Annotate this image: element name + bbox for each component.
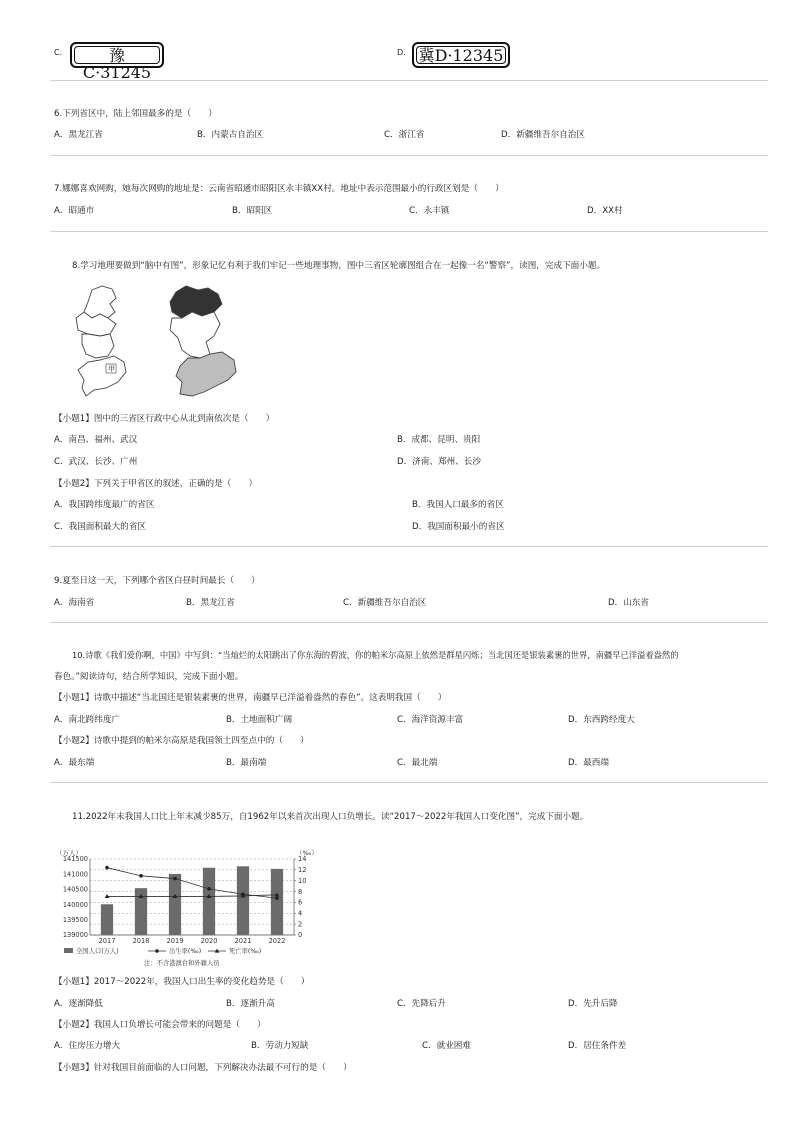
legend-birth-rate: 出生率(‰)	[169, 948, 202, 955]
legend-marker-birth	[155, 949, 158, 952]
right-tick-label: 6	[298, 898, 303, 907]
q11-sub2-stem: 【小题2】我国人口负增长可能会带来的问题是（ ）	[54, 1020, 266, 1030]
birth-rate-point	[275, 896, 279, 900]
population-bar	[169, 874, 181, 935]
q10-sub1-option-a: A．南北跨纬度广	[54, 715, 121, 725]
outline-map-left	[76, 286, 126, 396]
right-tick-label: 4	[298, 909, 303, 918]
legend-swatch-population	[64, 948, 73, 953]
q10-sub2-stem: 【小题2】诗歌中提到的帕米尔高原是我国领土四至点中的（ ）	[54, 736, 309, 746]
chart-legend	[64, 946, 261, 955]
q10-sub2-option-d: D．最西端	[568, 758, 609, 768]
legend-death-rate: 死亡率(‰)	[229, 948, 262, 955]
birth-rate-line	[107, 868, 277, 898]
birth-rate-point	[207, 887, 211, 891]
license-plate-c	[70, 42, 164, 82]
q11-sub1-option-a: A．逐渐降低	[54, 999, 103, 1009]
license-plate-d-text: 冀D·12345	[416, 46, 506, 64]
divider	[50, 546, 768, 547]
q11-sub2-option-d: D．居住条件差	[568, 1041, 627, 1051]
province-outline-map	[70, 284, 246, 404]
divider	[50, 231, 768, 232]
q10-sub2-option-b: B．最南端	[226, 758, 267, 768]
q8-sub2-option-d: D．我国面积最小的省区	[412, 522, 505, 532]
left-axis-unit: （万人）	[56, 849, 82, 857]
q8-sub2-option-c: C．我国面积最大的省区	[54, 522, 146, 532]
map-label-jia: 甲	[108, 365, 115, 373]
population-chart	[52, 843, 338, 971]
q11-sub3-stem: 【小题3】针对我国目前面临的人口问题，下列解决办法最不可行的是（ ）	[54, 1063, 352, 1073]
q9-option-c: C．新疆维吾尔自治区	[343, 598, 427, 608]
right-axis-unit: （‰）	[296, 849, 318, 857]
q11-sub2-option-a: A．住房压力增大	[54, 1041, 121, 1051]
right-tick-label: 14	[298, 855, 307, 864]
right-tick-label: 12	[298, 866, 307, 875]
q8-sub1-option-b: B．成都、昆明、贵阳	[397, 435, 481, 445]
x-tick-label: 2017	[98, 937, 116, 945]
q9-option-a: A．海南省	[54, 598, 95, 608]
q10-sub1-option-b: B．土地面积广阔	[226, 715, 293, 725]
option-d-label: D.	[397, 48, 406, 57]
q6-option-a: A．黑龙江省	[54, 130, 103, 140]
white-province-shape	[170, 312, 220, 358]
q6-stem: 6.下列省区中，陆上邻国最多的是（ ）	[54, 109, 217, 119]
chart-gridlines	[90, 859, 294, 935]
birth-rate-point	[139, 874, 143, 878]
q7-option-a: A．昭通市	[54, 206, 95, 216]
x-tick-label: 2022	[268, 937, 286, 945]
right-tick-label: 10	[298, 876, 307, 885]
q11-sub1-option-c: C．先降后升	[397, 999, 446, 1009]
q8-sub1-option-d: D．济南、郑州、长沙	[397, 457, 481, 467]
divider	[50, 80, 768, 81]
q8-sub1-option-a: A．南昌、福州、武汉	[54, 435, 138, 445]
x-tick-label: 2019	[166, 937, 184, 945]
left-tick-label: 139500	[62, 916, 88, 924]
q6-option-c: C．浙江省	[384, 130, 425, 140]
q8-sub1-stem: 【小题1】图中的三省区行政中心从北到南依次是（ ）	[54, 414, 275, 424]
q7-option-c: C．永丰镇	[409, 206, 450, 216]
q11-sub1-option-b: B．逐渐升高	[226, 999, 275, 1009]
q10-stem-line1: 10.诗歌《我们爱你啊，中国》中写到：“当灿烂的太阳跳出了你东海的碧波，你的帕米尔高原上依然是群星闪烁；当北国还是银装素裹的世界，南疆早已洋溢着盎然的	[72, 650, 679, 660]
q11-stem: 11.2022年末我国人口比上年末减少85万，自1962年以来首次出现人口负增长。读“2017～2022年我国人口变化图”，完成下面小题。	[72, 812, 589, 822]
q7-stem: 7.娜娜喜欢网购，她每次网购的地址是：云南省昭通市昭阳区永丰镇XX村。地址中表示范围最小的行政区划是（ ）	[54, 184, 504, 194]
q10-sub1-option-c: C．海洋资源丰富	[397, 715, 464, 725]
left-tick-label: 140500	[62, 885, 88, 894]
chart-bars	[101, 866, 283, 935]
left-tick-label: 140000	[62, 900, 88, 909]
left-tick-label: 141500	[62, 855, 88, 864]
q8-sub2-stem: 【小题2】下列关于甲省区的叙述，正确的是（ ）	[54, 479, 258, 489]
right-tick-label: 2	[298, 920, 303, 929]
chart-note: 注：不含港澳台和外籍人员	[144, 960, 220, 967]
q10-sub1-stem: 【小题1】诗歌中描述“当北国还是银装素裹的世界，南疆早已洋溢着盎然的春色”。这表明我国（ ）	[54, 693, 447, 703]
divider	[50, 155, 768, 156]
right-tick-labels	[294, 855, 306, 939]
q10-sub2-option-c: C．最北端	[397, 758, 438, 768]
right-tick-label: 8	[298, 887, 303, 896]
divider	[50, 622, 768, 623]
birth-rate-point	[105, 866, 109, 870]
legend-population: 全国人口(万人)	[76, 948, 119, 955]
x-tick-label: 2018	[132, 937, 150, 945]
q8-stem: 8.学习地理要做到“脑中有图”，形象记忆有利于我们牢记一些地理事物，图中三省区轮廓图组合在一起像一名“警察”，读图，完成下面小题。	[72, 261, 606, 271]
x-tick-label: 2020	[200, 937, 218, 945]
q11-sub2-option-b: B．劳动力短缺	[251, 1041, 309, 1051]
x-tick-label: 2021	[234, 937, 252, 945]
option-c-label: C.	[54, 48, 63, 57]
q10-sub1-option-d: D．东西跨经度大	[568, 715, 635, 725]
q10-stem-line2: 春色。”阅读诗句，结合所学知识，完成下面小题。	[54, 672, 244, 682]
q11-sub1-option-d: D．先升后降	[568, 999, 618, 1009]
q9-option-b: B．黑龙江省	[186, 598, 235, 608]
population-bar	[271, 869, 283, 935]
license-plate-c-text: 豫C·31245	[74, 46, 160, 64]
legend-marker-death	[215, 949, 220, 953]
q11-sub1-stem: 【小题1】2017～2022年，我国人口出生率的变化趋势是（ ）	[54, 977, 310, 987]
q7-option-b: B．昭阳区	[232, 206, 273, 216]
left-tick-labels	[63, 855, 88, 939]
right-tick-label: 0	[298, 931, 303, 940]
left-tick-label: 139000	[62, 931, 88, 940]
q11-sub2-option-c: C．就业困难	[422, 1041, 471, 1051]
q8-sub1-option-c: C．武汉、长沙、广州	[54, 457, 138, 467]
q9-option-d: D．山东省	[608, 598, 649, 608]
q6-option-d: D．新疆维吾尔自治区	[501, 130, 585, 140]
chart-lines	[105, 866, 280, 900]
birth-rate-point	[173, 877, 177, 881]
q10-sub2-option-a: A．最东端	[54, 758, 95, 768]
q8-sub2-option-b: B．我国人口最多的省区	[412, 500, 504, 510]
q6-option-b: B．内蒙古自治区	[197, 130, 264, 140]
divider	[50, 782, 768, 783]
grey-province-shape	[176, 352, 236, 396]
q9-stem: 9.夏至日这一天，下列哪个省区白昼时间最长（ ）	[54, 576, 260, 586]
license-plate-d	[412, 42, 510, 68]
population-bar	[203, 868, 215, 935]
population-bar	[101, 904, 113, 935]
death-rate-point	[105, 894, 110, 898]
population-bar	[237, 866, 249, 935]
q7-option-d: D．XX村	[587, 206, 623, 216]
left-tick-label: 141000	[62, 870, 88, 879]
x-tick-labels	[99, 937, 286, 945]
q8-sub2-option-a: A．我国跨纬度最广的省区	[54, 500, 155, 510]
